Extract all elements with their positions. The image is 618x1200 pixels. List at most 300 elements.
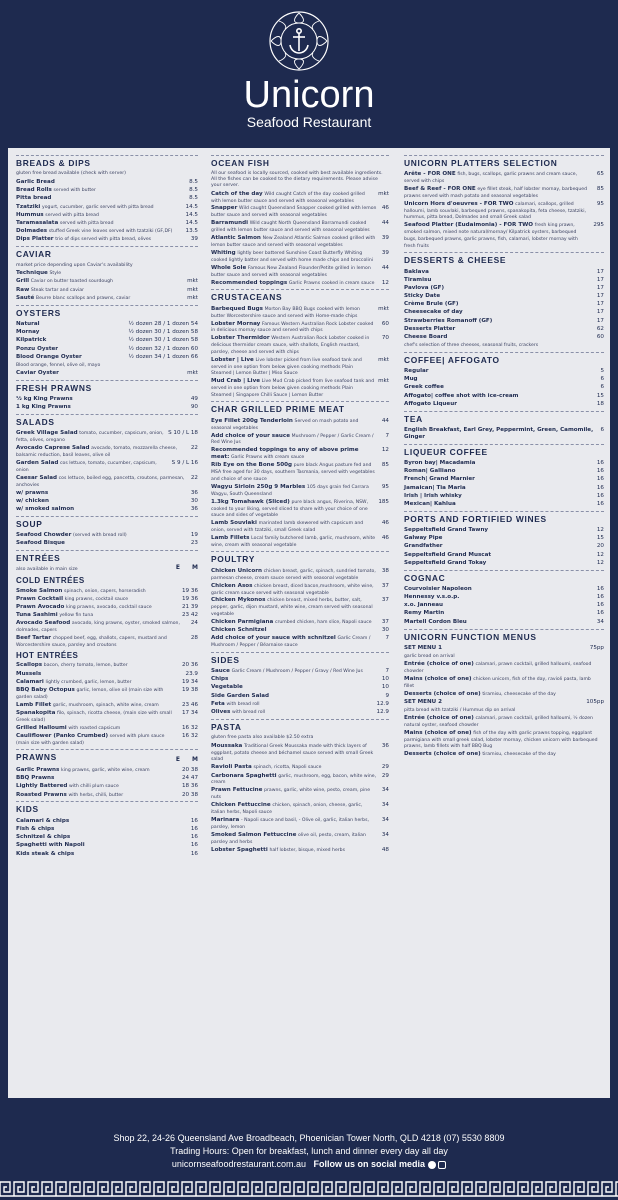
- menu-item-description: Wild caught North Queensland Barramundi cooked grilled with lemon butter sauce and served with seasonal vegetables: [211, 221, 370, 234]
- menu-item: [16, 540, 198, 547]
- menu-item-body: [16, 460, 172, 474]
- menu-item-name: Barbequed Bugs: [211, 305, 263, 312]
- menu-item-name: Recommended toppings: [211, 279, 288, 286]
- menu-item-price: S 10 / L 18: [168, 430, 198, 437]
- menu-item-body: [404, 201, 597, 221]
- menu-item: [16, 430, 198, 444]
- menu-item: [211, 418, 389, 432]
- menu-item: [404, 543, 604, 550]
- menu-item-name: Crème Brule (GF): [404, 301, 459, 308]
- menu-item-name: Seafood Bisque: [16, 540, 65, 547]
- section-divider: [404, 155, 604, 156]
- menu-item-price: 17: [596, 293, 604, 300]
- menu-item-body: [211, 484, 382, 498]
- menu-item-name: Olives: [211, 708, 231, 715]
- menu-item: [211, 817, 389, 831]
- menu-item-name: Vegetable: [211, 684, 243, 691]
- menu-item-price: mkt: [378, 378, 389, 385]
- menu-item-price: 29: [381, 764, 389, 771]
- menu-item: [16, 725, 198, 732]
- menu-item-price: 18: [596, 400, 604, 407]
- menu-item-description: king prawns, cocktail sauce: [64, 596, 129, 602]
- section-title-unicorn-function-menus: UNICORN FUNCTION MENUS: [404, 631, 537, 642]
- menu-item-price: 10: [381, 676, 389, 683]
- menu-item-body: [211, 619, 382, 626]
- menu-item-body: [211, 357, 378, 377]
- menu-item-price: 46: [381, 520, 389, 527]
- menu-item-body: [404, 543, 597, 550]
- menu-item: [211, 462, 389, 482]
- menu-item-price: 17: [596, 317, 604, 324]
- menu-item-price: 44: [381, 220, 389, 227]
- menu-item: [211, 773, 389, 787]
- menu-item-body: [404, 699, 586, 706]
- menu-item-body: [16, 270, 198, 277]
- menu-item: [404, 586, 604, 593]
- menu-paper: [8, 148, 610, 1098]
- menu-item-body: [404, 485, 597, 492]
- menu-item: [16, 370, 198, 377]
- menu-item-description: garlic, mushroom, egg, bacon, white wine, cream: [211, 773, 377, 786]
- section-title-kids: KIDS: [16, 804, 39, 815]
- section-title-liqueur-coffee: LIQUEUR COFFEE: [404, 446, 488, 457]
- menu-item: [16, 404, 198, 411]
- section-title-pasta: PASTA: [211, 721, 242, 732]
- menu-item: [211, 378, 389, 398]
- menu-item: [16, 775, 198, 782]
- section-title-entr-es: ENTRÉES: [16, 553, 61, 564]
- menu-item: [16, 354, 198, 361]
- menu-item: [16, 842, 198, 849]
- menu-item-body: [404, 552, 597, 559]
- menu-item-body: [211, 191, 378, 205]
- menu-item: [16, 212, 198, 219]
- menu-item: [404, 619, 604, 626]
- menu-item-price: 95: [596, 200, 604, 207]
- menu-item-body: [16, 187, 189, 194]
- menu-item-body: [404, 427, 600, 441]
- menu-item-price: 16: [596, 602, 604, 609]
- menu-item: [404, 460, 604, 467]
- menu-item-name: Spanakopita: [16, 709, 56, 716]
- menu-item-body: [404, 318, 597, 325]
- menu-item-name: Prawn Avocado: [16, 603, 65, 610]
- menu-item-name: Smoke Salmon: [16, 587, 63, 594]
- menu-item-price: 15: [596, 392, 604, 399]
- menu-item-price: 18 36: [181, 783, 198, 790]
- menu-item-price: 23 42: [181, 612, 198, 619]
- menu-item-body: [404, 476, 597, 483]
- menu-item-description: king prawns, garlic, white wine, cream: [61, 768, 150, 774]
- menu-item: [16, 733, 198, 747]
- menu-item: [211, 357, 389, 377]
- section-title-unicorn-platters-selection: UNICORN PLATTERS SELECTION: [404, 158, 558, 168]
- menu-item-description: Live Mud Crab picked from live seafood tank and served in one option from below given cooking methods Plain Steamed | Singapore Chilli Sauce | Lemon Butter: [211, 379, 375, 398]
- subsection-title-cold-entr-es: COLD ENTRÉES: [16, 575, 85, 585]
- menu-item-description: prawns, garlic, white wine, pesto, cream, pine nuts: [211, 788, 371, 801]
- menu-item-name: Ravioli Pasta: [211, 764, 252, 771]
- menu-item-price: 7: [385, 635, 389, 642]
- menu-item-price: 10: [381, 684, 389, 691]
- menu-item-description: marinated lamb skewered with capsicum and onion, served with tzatziki, small Greek salad: [211, 521, 364, 534]
- menu-item-body: [16, 783, 182, 790]
- menu-item: [211, 433, 389, 447]
- menu-item-body: [404, 171, 597, 185]
- menu-item-description: eye fillet steak, half lobster mornay, barbequed prawns served with mash potato and seasonal vegetables: [404, 187, 587, 200]
- menu-item-name: Lightly Battered: [16, 783, 68, 790]
- menu-item-price: 105pp: [586, 698, 604, 705]
- menu-item-body: [404, 535, 597, 542]
- trading-hours: Trading Hours: Open for breakfast, lunch and dinner every day all day: [170, 1146, 448, 1156]
- menu-item-body: [404, 468, 597, 475]
- menu-item-price: 7: [385, 432, 389, 439]
- anchor-logo-icon: [268, 10, 330, 72]
- menu-item-body: [211, 802, 382, 816]
- section-divider: [404, 570, 604, 571]
- menu-item-price: 14.5: [185, 211, 198, 218]
- menu-item-name: SET MENU 1: [404, 644, 443, 651]
- menu-item-price: 22: [190, 474, 198, 481]
- menu-item-price: 16: [596, 594, 604, 601]
- menu-item: [211, 321, 389, 335]
- menu-item-price: 12: [596, 551, 604, 558]
- menu-item-price: 6: [600, 384, 604, 391]
- menu-item-name: Jamaican| Tia Maria: [404, 484, 466, 491]
- section-title-oysters: OYSTERS: [16, 307, 61, 318]
- menu-item-name: Mug: [404, 376, 418, 383]
- menu-item-body: [211, 568, 382, 582]
- menu-item-price: ½ dozen 30 / 1 dozen 58: [128, 329, 198, 336]
- menu-item: [211, 832, 389, 846]
- menu-column-middle: [211, 152, 389, 855]
- menu-item-description: calamari, prawn cocktail, grilled halloumi, seafood chowder: [404, 661, 592, 674]
- menu-item-name: BBQ Prawns: [16, 775, 55, 782]
- menu-item-price: 14.5: [185, 219, 198, 226]
- menu-item: [404, 186, 604, 200]
- menu-item: [404, 610, 604, 617]
- menu-item: [16, 195, 198, 202]
- menu-item-name: Barramundi: [211, 220, 249, 227]
- section-divider: [404, 352, 604, 353]
- menu-item-price: 16 32: [181, 724, 198, 731]
- menu-item-body: [404, 715, 604, 729]
- menu-item-price: 19 34: [181, 678, 198, 685]
- menu-item-name: Technique: [16, 270, 48, 277]
- menu-item-price: 5: [600, 368, 604, 375]
- menu-item: [16, 687, 198, 701]
- menu-item-name: Tiramisu: [404, 276, 432, 283]
- menu-item-body: [211, 583, 382, 597]
- menu-item-name: Roman| Galliano: [404, 468, 456, 475]
- menu-item-price: 8.5: [189, 179, 198, 186]
- menu-item-body: [211, 847, 382, 854]
- menu-item-price: 15: [596, 535, 604, 542]
- menu-item-description: served with plum sauce (main size with garden salad): [16, 733, 165, 746]
- menu-item: [404, 171, 604, 185]
- section-title-coffee-affogato: COFFEE| AFFOGATO: [404, 354, 500, 365]
- menu-item-body: [211, 220, 382, 234]
- menu-item-body: [211, 235, 382, 249]
- menu-item-price: 85: [381, 462, 389, 469]
- menu-item-description: (served with bread roll): [72, 533, 127, 539]
- menu-item: [16, 236, 198, 243]
- instagram-icon[interactable]: [438, 1161, 446, 1169]
- menu-item-name: w/ chicken: [16, 497, 50, 504]
- menu-item: [211, 568, 389, 582]
- section-divider: [16, 516, 198, 517]
- menu-item: [16, 612, 198, 619]
- menu-item-body: [404, 309, 597, 316]
- menu-item-description: Caviar on butter toasted sourdough: [30, 279, 113, 285]
- menu-item-body: [404, 277, 597, 284]
- menu-item-body: [211, 447, 382, 461]
- menu-item-price: 70: [381, 335, 389, 342]
- menu-item-price: 37: [381, 618, 389, 625]
- menu-item-description: chicken breast, diced bacon,mushroom, white wine, garlic cream sauce served with seasonal vegetable: [211, 583, 374, 596]
- section-divider: [404, 629, 604, 630]
- menu-item: [16, 604, 198, 611]
- menu-item: [404, 285, 604, 292]
- menu-item-name: Affogato Liqueur: [404, 400, 457, 407]
- menu-item-price: 8.5: [189, 195, 198, 202]
- menu-item-body: [404, 501, 597, 508]
- menu-item-price: 7: [385, 668, 389, 675]
- menu-item-body: [211, 832, 382, 846]
- menu-item-name: Chicken Asos: [211, 582, 253, 589]
- menu-item-body: [404, 376, 600, 383]
- section-divider: [16, 414, 198, 415]
- menu-item-body: [16, 834, 191, 841]
- menu-item-body: [16, 775, 182, 782]
- menu-item-price: 12: [381, 447, 389, 454]
- menu-item-name: Seafood Platter (Eudaimonia) - FOR TWO: [404, 222, 534, 229]
- website-link[interactable]: unicornseafoodrestaurant.com.au: [171, 1159, 306, 1169]
- menu-item-price: 12: [596, 559, 604, 566]
- menu-item: [16, 321, 198, 328]
- menu-item-description: Style: [49, 271, 62, 277]
- section-title-char-grilled-prime-meat: CHAR GRILLED PRIME MEAT: [211, 404, 345, 415]
- menu-item-price: 39: [190, 236, 198, 243]
- menu-item: [404, 201, 604, 221]
- size-label-e: E: [175, 564, 181, 572]
- menu-item-name: Desserts (choice of one): [404, 751, 481, 758]
- menu-item-price: mkt: [378, 190, 389, 197]
- menu-item-price: 28: [190, 635, 198, 642]
- section-note: gluten free pasta also available $2.50 extra: [211, 735, 314, 741]
- menu-item: [16, 588, 198, 595]
- menu-item-name: Cauliflower (Panko Crumbed): [16, 732, 109, 739]
- section-divider: [404, 444, 604, 445]
- menu-item-description: cos lettuce, tomato, cucumber, capsicum, onion: [16, 461, 157, 473]
- section-divider: [16, 550, 198, 551]
- menu-item-name: Chicken Parmigiana: [211, 618, 274, 625]
- menu-item-body: [16, 596, 182, 603]
- menu-item-name: Catch of the day: [211, 190, 263, 197]
- menu-item-name: Courvoisier Napoleon: [404, 585, 472, 592]
- menu-item-name: Entrée (choice of one): [404, 660, 474, 667]
- menu-item-description: pitta bread with tzatziki / Hummus dip on arrival: [404, 707, 516, 713]
- menu-item-body: [404, 527, 597, 534]
- menu-item-description: stuffed Greek vine leaves served with tzatziki (GF,DF): [48, 229, 173, 235]
- menu-item: [16, 826, 198, 833]
- menu-item-name: Mexican| Kahlua: [404, 500, 456, 507]
- menu-item: [211, 709, 389, 716]
- menu-item-price: 16: [596, 585, 604, 592]
- menu-item-body: [211, 668, 385, 675]
- menu-item-body: [16, 490, 191, 497]
- menu-item-price: 49: [190, 396, 198, 403]
- menu-item-description: served with pitta bread: [59, 220, 114, 226]
- menu-item: [16, 532, 198, 539]
- section-divider: [404, 411, 604, 412]
- menu-item-description: Garlic Prawns with cream sauce: [230, 455, 305, 461]
- menu-item-body: [16, 475, 191, 489]
- menu-item-name: Caesar Salad: [16, 474, 57, 481]
- menu-item-name: Rib Eye on the Bone 500g: [211, 462, 293, 469]
- section-divider: [404, 511, 604, 512]
- menu-item-description: Garlic Cream / Mushroom / Pepper / Gravy / Red Wine Jus: [231, 669, 363, 675]
- menu-item-price: 62: [596, 325, 604, 332]
- menu-item-price: 16: [596, 460, 604, 467]
- menu-item-description: bacon, cherry tomato, lemon, butter: [43, 663, 128, 669]
- menu-item-price: 20 38: [181, 767, 198, 774]
- menu-item-price: 16 32: [181, 732, 198, 739]
- menu-item-name: Add choice of your sauce with schnitzel: [211, 635, 336, 642]
- menu-item: [16, 295, 198, 302]
- menu-item: [16, 767, 198, 774]
- menu-item-body: [16, 842, 191, 849]
- menu-item-body: [404, 619, 597, 626]
- menu-item-body: [16, 204, 186, 211]
- menu-item: [16, 662, 198, 669]
- menu-item-description: Beurre blanc scallops and prawns, caviar: [35, 295, 131, 301]
- menu-item-body: [211, 520, 382, 534]
- menu-item: [211, 265, 389, 279]
- menu-item-price: 60: [381, 320, 389, 327]
- menu-item-price: 30: [381, 627, 389, 634]
- menu-item-price: S 9 / L 16: [171, 460, 198, 467]
- menu-item-name: Sauce: [211, 668, 230, 675]
- menu-item-body: [404, 586, 597, 593]
- menu-item: [16, 220, 198, 227]
- menu-item-price: 37: [381, 582, 389, 589]
- menu-item-name: BBQ Baby Octopus: [16, 686, 75, 693]
- menu-item-price: 19 36: [181, 587, 198, 594]
- section-title-crustaceans: CRUSTACEANS: [211, 292, 283, 303]
- menu-item-name: Beef & Reef - FOR ONE: [404, 186, 476, 193]
- menu-item: [16, 270, 198, 277]
- menu-item-price: 36: [190, 489, 198, 496]
- menu-item-price: 16: [596, 476, 604, 483]
- menu-item-price: 19 38: [181, 686, 198, 693]
- menu-item-price: 85: [596, 186, 604, 193]
- menu-item-description: lightly beer battered Sunshine Coast Butterfly Whiting cooked lightly batter and served with home made chips and broccolini: [211, 250, 374, 263]
- section-divider: [211, 289, 389, 290]
- menu-item-price: 19: [190, 532, 198, 539]
- menu-item: [404, 269, 604, 276]
- menu-item-name: Unicorn Hors d'oeuvres - FOR TWO: [404, 200, 514, 207]
- menu-item-name: Mains (choice of one): [404, 675, 472, 682]
- menu-item-name: Caviar Oyster: [16, 369, 59, 376]
- menu-item: [16, 506, 198, 513]
- menu-item-body: [404, 460, 597, 467]
- menu-item: [16, 851, 198, 858]
- menu-item: [404, 707, 604, 714]
- menu-item-name: Garlic Prawns: [16, 767, 60, 774]
- menu-item: [211, 191, 389, 205]
- menu-item-name: Recommended toppings to any of above prime meat:: [211, 447, 359, 461]
- menu-item-description: Wild caught Queensland Snapper cooked grilled with lemon butter sauce and served with seasonal vegetables: [211, 206, 377, 219]
- menu-item-description: Wild caught Catch of the day cooked grilled with lemon butter sauce and served with seasonal vegetables: [211, 191, 365, 204]
- menu-item-description: served with butter: [53, 188, 96, 194]
- facebook-icon[interactable]: [428, 1161, 436, 1169]
- menu-item-description: cos lettuce, boiled egg, pancetta, croutons, parmesan, anchovies: [16, 475, 185, 488]
- menu-item-price: 23 46: [181, 701, 198, 708]
- menu-item-description: Local family butchered lamb, garlic, mushroom, white wine, cream with seasonal vegetable: [211, 535, 376, 548]
- menu-item-description: with roasted capsicum: [68, 725, 121, 731]
- menu-item: [404, 326, 604, 333]
- menu-item-body: [16, 430, 168, 444]
- section-title-breads-dips: BREADS & DIPS: [16, 158, 91, 168]
- menu-item: [404, 493, 604, 500]
- menu-item-body: [16, 506, 191, 513]
- menu-item-price: 29: [381, 772, 389, 779]
- menu-item-price: 46: [381, 205, 389, 212]
- menu-item-body: [404, 334, 597, 341]
- menu-item-description: yellow fin tuna: [59, 613, 94, 619]
- menu-item-price: 34: [381, 802, 389, 809]
- menu-item-price: 95: [381, 483, 389, 490]
- section-title-ports-and-fortified-wines: PORTS AND FORTIFIED WINES: [404, 513, 547, 524]
- menu-item-body: [404, 691, 604, 698]
- menu-item: [404, 468, 604, 475]
- menu-item: [211, 693, 389, 700]
- menu-item: [404, 730, 604, 750]
- menu-item-price: 17: [596, 268, 604, 275]
- menu-item: [16, 834, 198, 841]
- menu-item-price: 23.9: [185, 670, 198, 677]
- menu-item: [404, 676, 604, 690]
- menu-item-name: w/ prawns: [16, 489, 49, 496]
- section-divider: [16, 246, 198, 247]
- menu-item-price: mkt: [187, 369, 198, 376]
- menu-item-name: Garden Salad: [16, 460, 59, 467]
- menu-item-body: [16, 767, 182, 774]
- menu-item-body: [211, 817, 382, 831]
- section-title-salads: SALADS: [16, 417, 55, 428]
- menu-item-name: Greek coffee: [404, 384, 444, 391]
- menu-item-name: Lamb Fillet: [16, 701, 52, 708]
- menu-item-name: Moussaka: [211, 742, 243, 749]
- menu-item-body: [16, 396, 191, 403]
- brand-name: Unicorn: [243, 74, 375, 116]
- menu-item-body: [404, 676, 604, 690]
- menu-item-price: 185: [378, 498, 389, 505]
- section-title-prawns: PRAWNS: [16, 752, 57, 763]
- menu-item-body: [16, 612, 182, 619]
- menu-item-body: [211, 265, 382, 279]
- menu-item: [16, 329, 198, 336]
- menu-item-body: [404, 602, 597, 609]
- menu-item: [404, 751, 604, 758]
- menu-item: [16, 620, 198, 634]
- menu-item-name: Grill: [16, 278, 30, 285]
- menu-item-body: [404, 610, 597, 617]
- menu-item-price: 39: [381, 249, 389, 256]
- menu-item-description: king prawns, avocado, cocktail sauce: [65, 604, 152, 610]
- menu-item-name: Scallops: [16, 662, 43, 669]
- menu-item-body: [404, 293, 597, 300]
